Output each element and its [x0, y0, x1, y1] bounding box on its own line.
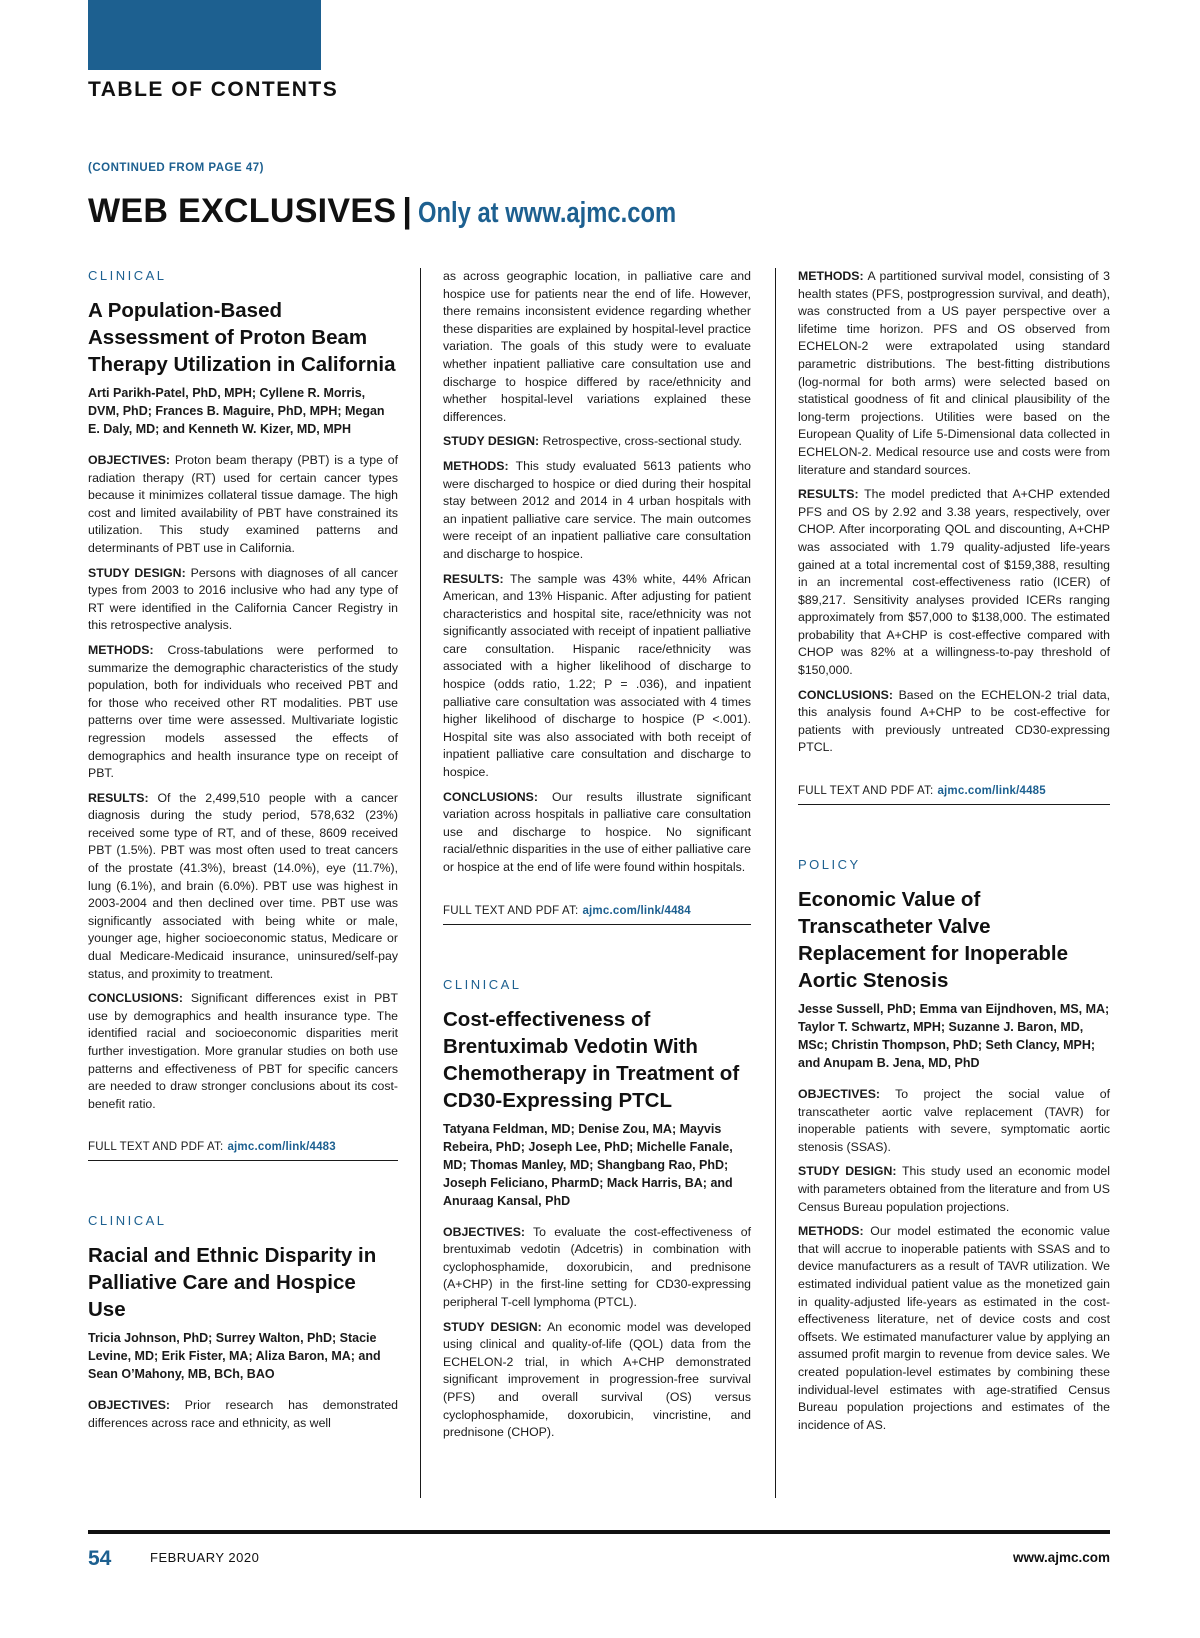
results-label: RESULTS: [443, 571, 504, 586]
study-design-paragraph [443, 1319, 751, 1442]
conclusions-label: CONCLUSIONS: [88, 991, 183, 1006]
footer-rule [88, 1530, 1110, 1534]
article-title: A Population-Based Assessment of Proton Beam Therapy Utilization in California [88, 299, 396, 376]
methods-paragraph [798, 1223, 1110, 1434]
results-text: The sample was 43% white, 44% African American, and 13% Hispanic. After adjusting for patient characteristics and hospital site, race/ethnicity was not significantly associated with receipt of inpatient palliative care consultation. Hispanic race/ethnicity was associated with a higher likelihood of discharge to hospice (odds ratio, 1.22; P = .036), and inpatient palliative care consultation was associated with 4 times higher likelihood of discharge to hospice (P <.001). Hospital site was also associated with both receipt of inpatient palliative care consultation and discharge to hospice. [443, 571, 751, 780]
objectives-label: OBJECTIVES: [88, 453, 170, 467]
title-separator: | [402, 192, 412, 230]
article-authors: Tricia Johnson, PhD; Surrey Walton, PhD; Stacie Levine, MD; Erik Fister, MA; Aliza Baron, MA; and Sean O’Mahony, MB, BCh, BAO [88, 1331, 381, 1382]
objectives-text: To evaluate the cost-effectiveness of brentuximab vedotin (Adcetris) in combination with cyclophosphamide, doxorubicin, and prednisone (A+CHP) in the first-line setting for CD30-expressing peripheral T-cell lymphoma (PTCL). [443, 1224, 751, 1309]
objectives-text: Prior research has demonstrated differences across race and ethnicity, as well [88, 1398, 398, 1430]
column-divider-2 [775, 268, 776, 1498]
intro-paragraph: as across geographic location, in palliative care and hospice use for patients near the end of life. However, there remains inconsistent evidence regarding whether these disparities are explained by hospital-level practice variation. The goals of this study were to evaluate whether inpatient palliative care consultation use and discharge to hospice differed by race/ethnicity and whether hospital-level variations explained these differences. [443, 269, 751, 424]
article-link[interactable]: ajmc.com/link/4483 [227, 1141, 336, 1154]
column-divider-1 [420, 268, 421, 1498]
full-text-line [798, 775, 1110, 805]
study-design-paragraph [88, 565, 398, 635]
results-paragraph [443, 571, 751, 782]
objectives-paragraph [88, 452, 398, 558]
methods-text: This study evaluated 5613 patients who were discharged to hospice or died during their hospital stay between 2012 and 2014 in 4 urban hospitals with an inpatient palliative care service. The main outcomes were receipt of an inpatient palliative care consultation and discharge to hospice. [443, 458, 751, 561]
full-text-label: FULL TEXT AND PDF AT: [798, 785, 934, 798]
objectives-label: OBJECTIVES: [443, 1224, 525, 1239]
table-of-contents-heading: TABLE OF CONTENTS [88, 78, 339, 101]
conclusions-paragraph [798, 687, 1110, 757]
conclusions-paragraph [88, 990, 398, 1113]
results-label: RESULTS: [798, 487, 859, 502]
article-authors: Arti Parikh-Patel, PhD, MPH; Cyllene R. Morris, DVM, PhD; Frances B. Maguire, PhD, MPH; Megan E. Daly, MD; and Kenneth W. Kizer, MD, MPH [88, 386, 385, 436]
study-design-text: Retrospective, cross-sectional study. [542, 434, 742, 449]
study-design-text: This study used an economic model with parameters obtained from the literature and from US Census Bureau population projections. [798, 1164, 1110, 1214]
study-design-paragraph [798, 1163, 1110, 1216]
objectives-paragraph [443, 1224, 751, 1312]
article-authors: Jesse Sussell, PhD; Emma van Eijndhoven, MS, MA; Taylor T. Schwartz, MPH; Suzanne J. Baron, MD, MSc; Christin Thompson, PhD; Seth Clancy, MPH; and Anupam B. Jena, MD, PhD [798, 1002, 1110, 1071]
methods-label: METHODS: [798, 269, 864, 283]
page-title [88, 192, 733, 231]
objectives-text: Proton beam therapy (PBT) is a type of radiation therapy (RT) used for certain cancer types because it minimizes collateral tissue damage. The high cost and limited availability of PBT have constrained its utilization. This study examined patterns and determinants of PBT use in California. [88, 453, 398, 555]
article-title: Economic Value of Transcatheter Valve Replacement for Inoperable Aortic Stenosis [798, 888, 1068, 993]
header-color-bar [88, 0, 321, 70]
section-label: CLINICAL [88, 1213, 167, 1229]
study-design-text: Persons with diagnoses of all cancer types from 2003 to 2016 inclusive who had any type of RT were identified in the California Cancer Registry in this retrospective analysis. [88, 565, 398, 633]
page-number: 54 [88, 1547, 112, 1570]
objectives-paragraph [798, 1086, 1110, 1156]
methods-text: A partitioned survival model, consisting of 3 health states (PFS, postprogression survival, and death), was constructed from a US payer perspective over a lifetime time horizon. PFS and OS observed from ECHELON-2 were extrapolated using standard parametric distributions. The best-fitting distributions (log-normal for both arms) were selected based on statistical goodness of fit and clinical plausibility of the long-term projections. Utilities were based on the European Quality of Life 5-Dimensional data collected in ECHELON-2. Medical resource use and costs were from literature and standard sources. [798, 269, 1110, 477]
study-design-text: An economic model was developed using clinical and quality-of-life (QOL) data from the ECHELON-2 trial, in which A+CHP demonstrated significant improvement in progression-free survival (PFS) and overall survival (OS) versus cyclophosphamide, doxorubicin, vincristine, and prednisone (CHOP). [443, 1319, 751, 1440]
study-design-label: STUDY DESIGN: [88, 565, 186, 580]
article-link[interactable]: ajmc.com/link/4485 [937, 785, 1046, 798]
methods-label: METHODS: [443, 458, 509, 473]
results-text: The model predicted that A+CHP extended PFS and OS by 2.92 and 3.38 years, respectively, over CHOP. After incorporating QOL and discounting, A+CHP was associated with 1.79 quality-adjusted life-years gained at a total incremental cost of $159,388, resulting in an incremental cost-effectiveness ratio (ICER) of $89,217. Sensitivity analyses provided ICERs ranging approximately from $57,000 to $138,000. The estimated probability that A+CHP is cost-effective compared with CHOP was 82% at a willingness-to-pay threshold of $150,000. [798, 487, 1111, 678]
conclusions-paragraph [443, 789, 751, 877]
full-text-label: FULL TEXT AND PDF AT: [443, 904, 579, 917]
objectives-label: OBJECTIVES: [798, 1087, 880, 1102]
full-text-label: FULL TEXT AND PDF AT: [88, 1141, 224, 1154]
objectives-label: OBJECTIVES: [88, 1398, 170, 1413]
article-title: Racial and Ethnic Disparity in Palliative Care and Hospice Use [88, 1244, 377, 1322]
methods-label: METHODS: [88, 642, 154, 657]
column-1 [88, 268, 398, 1440]
conclusions-text: Our results illustrate significant variation across hospitals in palliative care consultation use and discharge to hospice. No significant racial/ethnic disparities in the use of either palliative care or hospice at the end of life were found within hospitals. [443, 789, 752, 874]
continued-note: (CONTINUED FROM PAGE 47) [88, 162, 264, 174]
footer-url: www.ajmc.com [1012, 1550, 1110, 1565]
article-authors: Tatyana Feldman, MD; Denise Zou, MA; Mayvis Rebeira, PhD; Joseph Lee, PhD; Michelle Fanale, MD; Thomas Manley, MD; Shangbang Rao, PhD; Joseph Feliciano, PharmD; Mack Harris, BA; and Anuraag Kansal, PhD [443, 1121, 733, 1208]
section-label: CLINICAL [443, 976, 522, 992]
column-2 [443, 268, 751, 1449]
section-label: CLINICAL [88, 268, 167, 283]
site-subtitle: Only at www.ajmc.com [417, 197, 677, 229]
methods-paragraph [443, 458, 751, 564]
full-text-line [443, 895, 751, 925]
methods-text: Cross-tabulations were performed to summarize the demographic characteristics of the study population, both for individuals who received PBT and for those who received other RT modalities. PBT use patterns over time were assessed. Multivariate logistic regression models assessed the effects of demographics and health insurance type on receipt of PBT. [88, 642, 399, 781]
results-paragraph [88, 790, 398, 984]
column-3 [798, 268, 1110, 1441]
full-text-line [88, 1131, 398, 1161]
results-label: RESULTS: [88, 790, 149, 805]
study-design-label: STUDY DESIGN: [443, 1319, 542, 1334]
article-title: Cost-effectiveness of Brentuximab Vedotin With Chemotherapy in Treatment of CD30-Expressing PTCL [443, 1007, 740, 1112]
conclusions-text: Significant differences exist in PBT use by demographics and health insurance type. The identified racial and socioeconomic disparities merit further investigation. More granular studies on both use patterns and effectiveness of PBT for specific cancers are needed to draw stronger conclusions about its cost-benefit ratio. [88, 991, 398, 1111]
issue-date: FEBRUARY 2020 [150, 1550, 260, 1565]
objectives-text: To project the social value of transcatheter aortic valve replacement (TAVR) for inoperable patients with severe, symptomatic aortic stenosis (SSAS). [798, 1087, 1110, 1154]
study-design-label: STUDY DESIGN: [443, 434, 540, 449]
methods-text: Our model estimated the economic value that will accrue to inoperable patients with SSAS and to device manufacturers as a result of TAVR utilization. We estimated individual patient value as the monetized gain in quality-adjusted life-years as estimated in the cost-effectiveness literature, net of device costs and cost offsets. We estimated manufacturer value by applying an assumed profit margin to revenue from device sales. We created population-level estimates by combining these individual-level estimates with age-stratified Census Bureau population projections and estimates of the incidence of AS. [798, 1224, 1110, 1432]
section-label: POLICY [798, 857, 861, 873]
conclusions-label: CONCLUSIONS: [798, 687, 893, 702]
methods-paragraph [798, 268, 1110, 479]
methods-paragraph [88, 642, 398, 783]
article-link[interactable]: ajmc.com/link/4484 [582, 904, 691, 917]
results-text: Of the 2,499,510 people with a cancer diagnosis during the study period, 578,632 (23%) received some type of RT, and of these, 8609 received PBT (1.5%). PBT was most often used to treat cancers of the prostate (41.3%), breast (14.0%), eye (11.7%), lung (6.1%), and brain (6.0%). PBT use was highest in 2003-2004 and then declined over time. PBT use was significantly associated with being white or male, younger age, higher socioeconomic status, Medicare or dual Medicare-Medicaid insurance, uninsured/self-pay status, and proximity to treatment. [88, 790, 398, 981]
results-paragraph [798, 486, 1110, 680]
conclusions-label: CONCLUSIONS: [443, 789, 538, 804]
objectives-paragraph [88, 1397, 398, 1432]
conclusions-text: Based on the ECHELON-2 trial data, this analysis found A+CHP to be cost-effective for patients with previously untreated CD30-expressing PTCL. [798, 687, 1110, 755]
web-exclusives-title: WEB EXCLUSIVES [88, 192, 397, 230]
methods-label: METHODS: [798, 1224, 864, 1239]
study-design-paragraph [443, 433, 751, 451]
study-design-label: STUDY DESIGN: [798, 1164, 897, 1179]
